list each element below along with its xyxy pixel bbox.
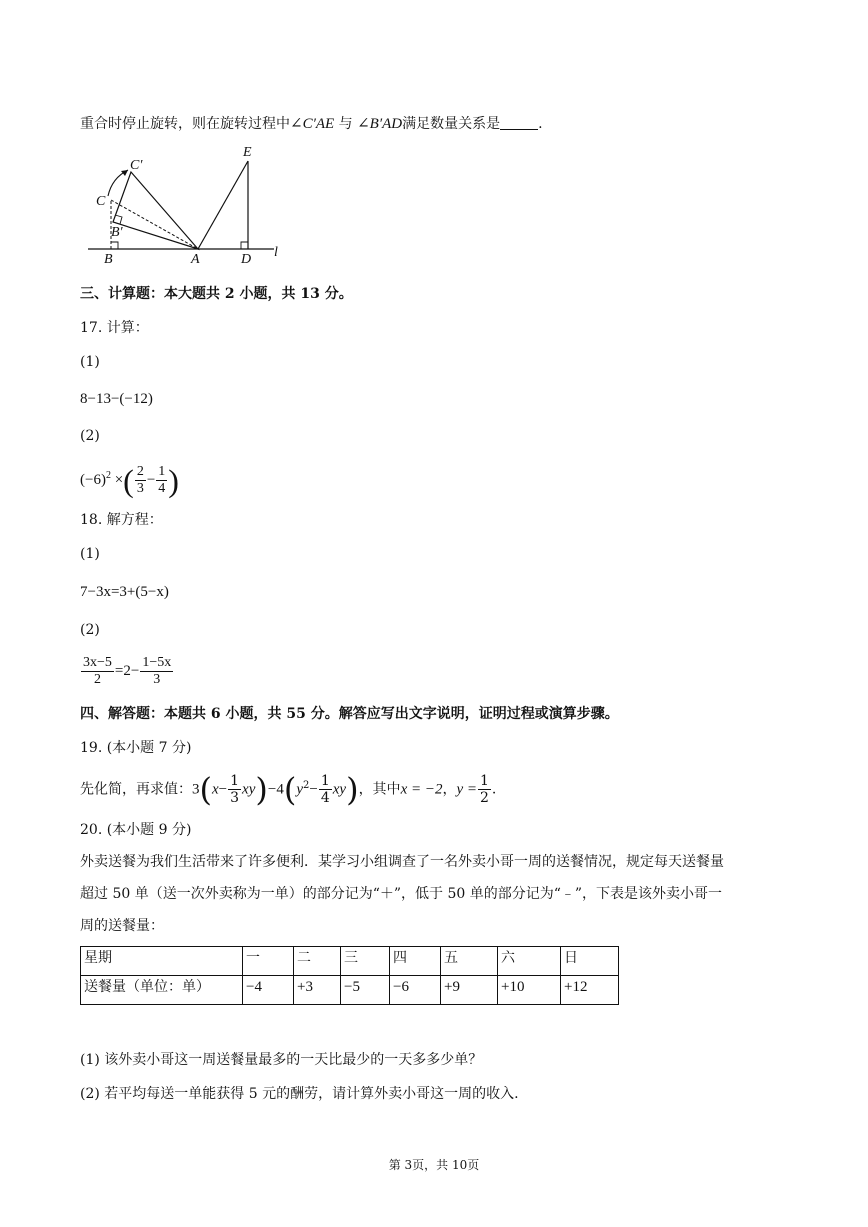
- q19-lead: 先化简，再求值：: [80, 781, 192, 798]
- triangle-c-prime-b-prime-a: [113, 172, 198, 249]
- table-cell: −6: [390, 976, 441, 1005]
- q20-para2: 超过 50 单（送一次外卖称为一单）的部分记为“＋”，低于 50 单的部分记为“﹣”，下表是该外卖小哥一: [80, 886, 723, 902]
- q17-p2-label: (2): [80, 428, 100, 444]
- q19-title: 19. (本小题 7 分): [80, 740, 192, 756]
- label-b: B: [104, 252, 113, 265]
- table-cell: 一: [243, 947, 294, 976]
- fraction-2-3: $\frac{2}{3}$: [136, 464, 144, 497]
- label-c-prime: C′: [130, 158, 143, 173]
- q20-sub1: (1) 该外卖小哥这一周送餐量最多的一天比最少的一天多多少单？: [80, 1052, 483, 1068]
- right-paren: ): [168, 462, 179, 499]
- left-paren: (: [123, 462, 134, 499]
- table-cell: −5: [341, 976, 390, 1005]
- q20-sub2: (2) 若平均每送一单能获得 5 元的酬劳，请计算外卖小哥这一周的收入.: [80, 1086, 519, 1102]
- table-cell: 三: [341, 947, 390, 976]
- q20-para1: 外卖送餐为我们生活带来了许多便利．某学习小组调查了一名外卖小哥一周的送餐情况，规定每天送餐量: [80, 854, 724, 870]
- fraction-1-3: $\frac{1}{3}$: [230, 773, 240, 807]
- q18-p2-label: (2): [80, 622, 100, 638]
- q17-title: 17. 计算：: [80, 320, 149, 336]
- fraction-1-2: $\frac{1}{2}$: [480, 773, 489, 807]
- q18-p1-expr: 7−3x=3+(5−x): [80, 584, 169, 600]
- table-cell: 送餐量（单位：单）: [81, 976, 243, 1005]
- table-row: [81, 976, 619, 1005]
- label-e: E: [243, 145, 252, 160]
- q18-p2-expr: [80, 651, 174, 691]
- label-d: D: [241, 252, 252, 265]
- label-c: C: [96, 194, 106, 209]
- intro-text-b: 与: [338, 116, 353, 132]
- q17-p2-times: ×: [114, 472, 124, 488]
- section-4-heading: 四、解答题：本题共 6 小题，共 55 分。解答应写出文字说明，证明过程或演算步骤。: [80, 706, 619, 722]
- q17-p2-base: (−6): [80, 472, 106, 488]
- fraction-1-4-b: $\frac{1}{4}$: [320, 773, 330, 807]
- condition-y: y =: [456, 781, 477, 798]
- table-cell: 五: [441, 947, 498, 976]
- right-angle-d: [241, 242, 248, 249]
- condition-x: x = −2: [400, 781, 443, 798]
- q20-para3: 周的送餐量：: [80, 918, 164, 934]
- table-cell: +3: [294, 976, 341, 1005]
- label-b-prime: B′: [111, 225, 123, 240]
- table-cell: 二: [294, 947, 341, 976]
- fraction-rhs: $\frac{1-5x}{3}$: [142, 655, 172, 688]
- q20-title: 20. (本小题 9 分): [80, 822, 192, 838]
- q18-equals: =2−: [114, 663, 140, 679]
- intro-text-c: 满足数量关系是: [402, 116, 501, 132]
- q17-p1-expr: 8−13−(−12): [80, 391, 153, 407]
- q19-expr: 先化简，再求值：3(x− $\frac{1}{3}$ $xy)-4(y^2-$ $\frac{1}{4}$ xy)，其中x = −2，y = $\frac{1}{2}$ .: [80, 770, 497, 809]
- fraction-1-4: $\frac{1}{4}$: [158, 464, 166, 497]
- table-cell: 四: [390, 947, 441, 976]
- geometry-figure: [78, 140, 288, 265]
- table-cell: +10: [498, 976, 561, 1005]
- segment-ae: [198, 161, 248, 249]
- right-angle-b: [111, 242, 118, 249]
- fraction-lhs: $\frac{3x-5}{2}$: [83, 655, 112, 688]
- q17-p1-label: (1): [80, 354, 100, 370]
- label-a: A: [191, 252, 200, 265]
- intro-text-d: .: [538, 116, 543, 132]
- intro-text-a: 重合时停止旋转，则在旋转过程中: [80, 116, 290, 132]
- table-cell: 日: [561, 947, 619, 976]
- section-3-heading: 三、计算题：本大题共 2 小题，共 13 分。: [80, 286, 353, 302]
- q18-p1-label: (1): [80, 546, 100, 562]
- table-cell: +12: [561, 976, 619, 1005]
- answer-blank: [500, 115, 538, 130]
- table-cell: −4: [243, 976, 294, 1005]
- table-cell: 星期: [81, 947, 243, 976]
- q17-minus: −: [146, 472, 156, 488]
- angle-c-prime-ae: ∠C′AE: [290, 116, 335, 132]
- label-l: l: [274, 245, 278, 260]
- segment-ca: [111, 200, 198, 249]
- table-cell: 六: [498, 947, 561, 976]
- table-cell: +9: [441, 976, 498, 1005]
- table-row: [81, 947, 619, 976]
- q17-p2-expr: [80, 456, 179, 500]
- q17-p2-exponent: 2: [105, 470, 111, 481]
- page-footer: 第 3页，共 10页: [388, 1158, 480, 1172]
- delivery-table: [80, 946, 619, 1005]
- intro-line: [80, 114, 543, 134]
- q18-title: 18. 解方程：: [80, 512, 163, 528]
- angle-b-prime-ad: ∠B′AD: [357, 116, 403, 132]
